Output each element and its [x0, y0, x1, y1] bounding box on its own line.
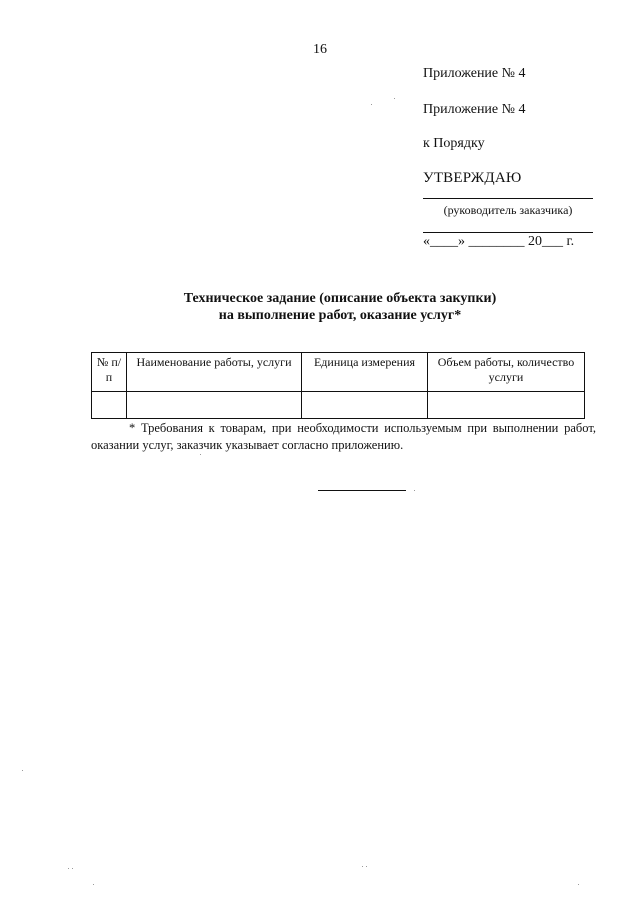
column-header-name: Наименование работы, услуги: [127, 353, 302, 392]
column-header-number: № п/п: [92, 353, 127, 392]
scan-speck: [72, 868, 73, 869]
column-header-unit: Единица измерения: [302, 353, 428, 392]
footnote: * Требования к товарам, при необходимости используемым при выполнении работ, оказании услуг, заказчик указывает согласно приложению.: [91, 421, 596, 452]
table-header-row: [92, 353, 585, 392]
manager-caption: (руководитель заказчика): [443, 203, 573, 217]
table-cell: [302, 392, 428, 419]
document-title: [0, 290, 640, 324]
scan-speck: [414, 490, 415, 491]
table-row: [92, 392, 585, 419]
signature-line: [423, 198, 593, 199]
spec-table: [91, 352, 585, 419]
title-line-1: Техническое задание (описание объекта закупки): [183, 291, 497, 306]
scan-speck: [200, 454, 201, 455]
appendix-line-1: Приложение № 4: [423, 66, 526, 81]
table-cell: [127, 392, 302, 419]
scan-speck: [366, 866, 367, 867]
table-cell: [92, 392, 127, 419]
scan-speck: [394, 98, 395, 99]
scan-speck: [68, 868, 69, 869]
scan-speck: [371, 104, 372, 105]
scan-speck: [362, 866, 363, 867]
scan-speck: [22, 770, 23, 771]
scan-speck: [578, 884, 579, 885]
approve-title: УТВЕРЖДАЮ: [423, 170, 522, 186]
page-number: 16: [313, 42, 327, 57]
appendix-line-3: к Порядку: [423, 136, 485, 151]
date-line: «____» ________ 20___ г.: [423, 234, 575, 249]
end-rule: [318, 490, 406, 491]
scan-speck: [93, 884, 94, 885]
appendix-line-2: Приложение № 4: [423, 102, 526, 117]
signature-line-2: [423, 232, 593, 233]
table-cell: [428, 392, 585, 419]
title-line-2: на выполнение работ, оказание услуг*: [218, 308, 462, 323]
column-header-volume: Объем работы, количество услуги: [428, 353, 585, 392]
